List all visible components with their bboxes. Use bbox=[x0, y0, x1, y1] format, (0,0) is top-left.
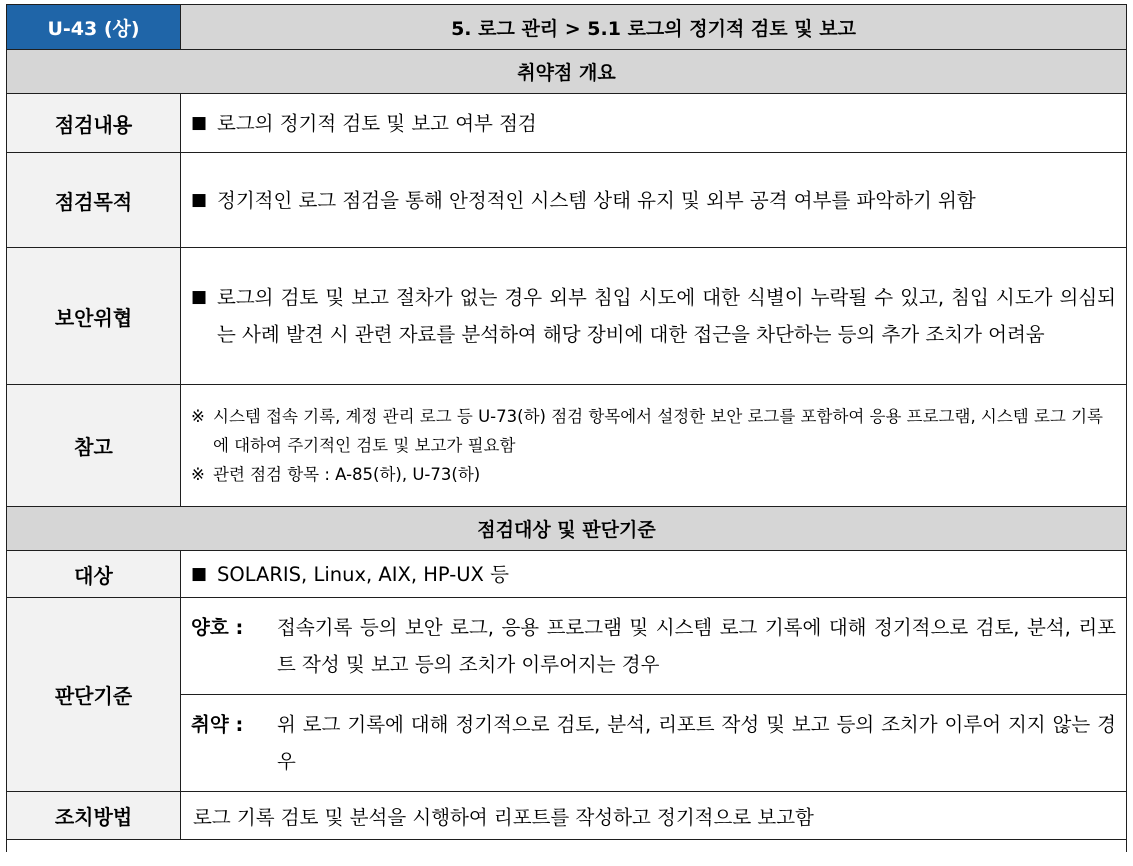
good-text: 접속기록 등의 보안 로그, 응용 프로그램 및 시스템 로그 기록에 대해 정기적으로 검토, 분석, 리포트 작성 및 보고 등의 조치가 이루어지는 경우 bbox=[277, 616, 1116, 676]
check-purpose-row bbox=[7, 153, 1127, 248]
check-content-row bbox=[7, 94, 1127, 153]
target-text: SOLARIS, Linux, AIX, HP-UX 등 bbox=[217, 562, 509, 586]
weak-label: 취약 : bbox=[191, 713, 244, 736]
reference-text-2: 관련 점검 항목 : A-85(하), U-73(하) bbox=[213, 465, 481, 484]
target-label: 대상 bbox=[7, 551, 181, 598]
reference-mark-icon: ※ bbox=[191, 407, 205, 426]
vulnerability-table bbox=[6, 4, 1127, 852]
weak-text: 위 로그 기록에 대해 정기적으로 검토, 분석, 리포트 작성 및 보고 등의 조치가 이루어 지지 않는 경우 bbox=[277, 713, 1116, 773]
reference-mark-icon: ※ bbox=[191, 465, 205, 484]
item-id: U-43 (상) bbox=[7, 5, 181, 50]
check-content-cell bbox=[181, 94, 1127, 153]
reference-label: 참고 bbox=[7, 385, 181, 507]
judgment-weak-cell bbox=[181, 695, 1127, 792]
item-title: 5. 로그 관리 > 5.1 로그의 정기적 검토 및 보고 bbox=[181, 5, 1127, 50]
bullet-icon: ■ bbox=[191, 112, 208, 133]
criteria-section-title: 점검대상 및 판단기준 bbox=[7, 507, 1127, 551]
reference-row bbox=[7, 385, 1127, 507]
target-cell bbox=[181, 551, 1127, 598]
action-label: 조치방법 bbox=[7, 792, 181, 840]
continuation-row bbox=[7, 840, 1127, 853]
judgment-label: 판단기준 bbox=[7, 598, 181, 792]
good-label: 양호 : bbox=[191, 616, 244, 639]
security-threat-text: 로그의 검토 및 보고 절차가 없는 경우 외부 침입 시도에 대한 식별이 누락될 수 있고, 침입 시도가 의심되는 사례 발견 시 관련 자료를 분석하여 해당 장비에 대한 접근을 차단하는 등의 추가 조치가 어려움 bbox=[217, 286, 1116, 346]
security-threat-row bbox=[7, 248, 1127, 385]
judgment-good-row bbox=[7, 598, 1127, 695]
check-content-text: 로그의 정기적 검토 및 보고 여부 점검 bbox=[217, 111, 537, 135]
reference-text-1: 시스템 접속 기록, 계정 관리 로그 등 U-73(하) 점검 항목에서 설정한 보안 로그를 포함하여 응용 프로그램, 시스템 로그 기록에 대하여 주기적인 검토 및 보고가 필요함 bbox=[213, 407, 1103, 455]
check-purpose-label: 점검목적 bbox=[7, 153, 181, 248]
bullet-icon: ■ bbox=[191, 189, 208, 210]
header-row bbox=[7, 5, 1127, 50]
overview-section-title: 취약점 개요 bbox=[7, 50, 1127, 94]
judgment-good-cell bbox=[181, 598, 1127, 695]
security-threat-label: 보안위협 bbox=[7, 248, 181, 385]
action-row bbox=[7, 792, 1127, 840]
bullet-icon: ■ bbox=[191, 563, 208, 584]
continuation-cell bbox=[7, 840, 1127, 853]
reference-cell bbox=[181, 385, 1127, 507]
criteria-section-row bbox=[7, 507, 1127, 551]
action-text: 로그 기록 검토 및 분석을 시행하여 리포트를 작성하고 정기적으로 보고함 bbox=[181, 792, 1127, 840]
bullet-icon: ■ bbox=[191, 287, 208, 307]
check-purpose-text: 정기적인 로그 점검을 통해 안정적인 시스템 상태 유지 및 외부 공격 여부를 파악하기 위함 bbox=[217, 188, 976, 212]
target-row bbox=[7, 551, 1127, 598]
overview-section-row bbox=[7, 50, 1127, 94]
check-purpose-cell bbox=[181, 153, 1127, 248]
check-content-label: 점검내용 bbox=[7, 94, 181, 153]
security-threat-cell bbox=[181, 248, 1127, 385]
